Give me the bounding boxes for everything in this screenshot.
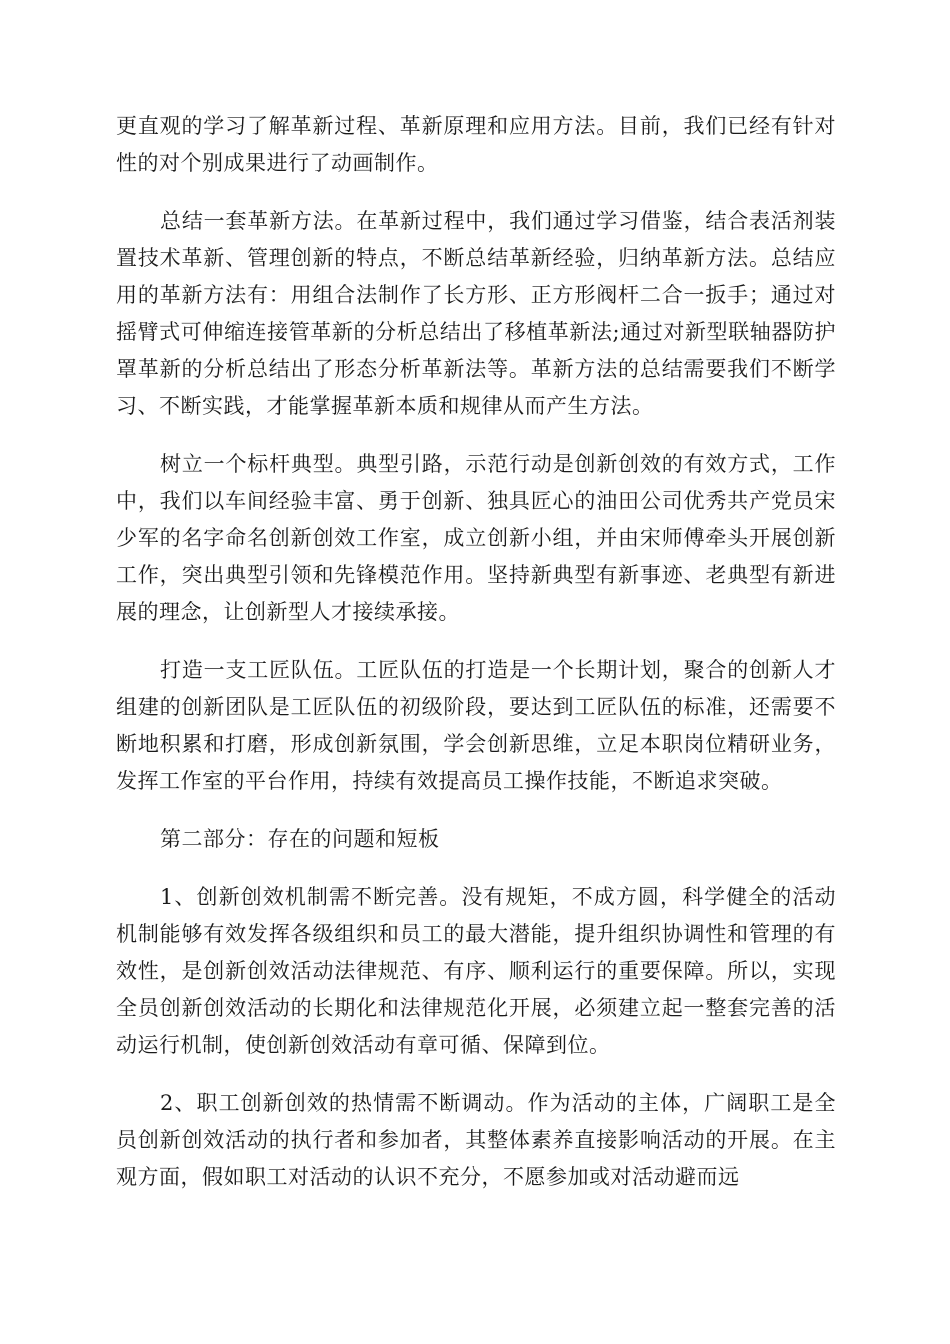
paragraph-mechanism: 1、创新创效机制需不断完善。没有规矩，不成方圆，科学健全的活动机制能够有效发挥各级组织和员工的最大潜能，提升组织协调性和管理的有效性，是创新创效活动法律规范、有序、顺利运行的重要保障。所以，实现全员创新创效活动的长期化和法律规范化开展，必须建立起一整套完善的活动运行机制，使创新创效活动有章可循、保障到位。 [116, 885, 836, 1057]
paragraph-benchmark-model: 树立一个标杆典型。典型引路，示范行动是创新创效的有效方式，工作中，我们以车间经验丰富、勇于创新、独具匠心的油田公司优秀共产党员宋少军的名字命名创新创效工作室，成立创新小组，并由宋师傅牵头开展创新工作，突出典型引领和先锋模范作用。坚持新典型有新事迹、老典型有新进展的理念，让创新型人才接续承接。 [116, 452, 836, 624]
paragraph-innovation-method: 总结一套革新方法。在革新过程中，我们通过学习借鉴，结合表活剂装置技术革新、管理创新的特点，不断总结革新经验，归纳革新方法。总结应用的革新方法有：用组合法制作了长方形、正方形阀杆二合一扳手；通过对摇臂式可伸缩连接管革新的分析总结出了移植革新法;通过对新型联轴器防护罩革新的分析总结出了形态分析革新法等。革新方法的总结需要我们不断学习、不断实践，才能掌握革新本质和规律从而产生方法。 [116, 209, 836, 418]
paragraph-craftsman-team: 打造一支工匠队伍。工匠队伍的打造是一个长期计划，聚合的创新人才组建的创新团队是工匠队伍的初级阶段，要达到工匠队伍的标准，还需要不断地积累和打磨，形成创新氛围，学会创新思维，立足本职岗位精研业务，发挥工作室的平台作用，持续有效提高员工操作技能，不断追求突破。 [116, 658, 836, 793]
paragraph-enthusiasm: 2、职工创新创效的热情需不断调动。作为活动的主体，广阔职工是全员创新创效活动的执行者和参加者，其整体素养直接影响活动的开展。在主观方面，假如职工对活动的认识不充分，不愿参加或对活动避而远 [116, 1091, 836, 1189]
paragraph-continuation: 更直观的学习了解革新过程、革新原理和应用方法。目前，我们已经有针对性的对个别成果进行了动画制作。 [116, 114, 836, 175]
document-body [116, 108, 836, 1217]
section-heading-part-two: 第二部分：存在的问题和短板 [160, 827, 440, 851]
